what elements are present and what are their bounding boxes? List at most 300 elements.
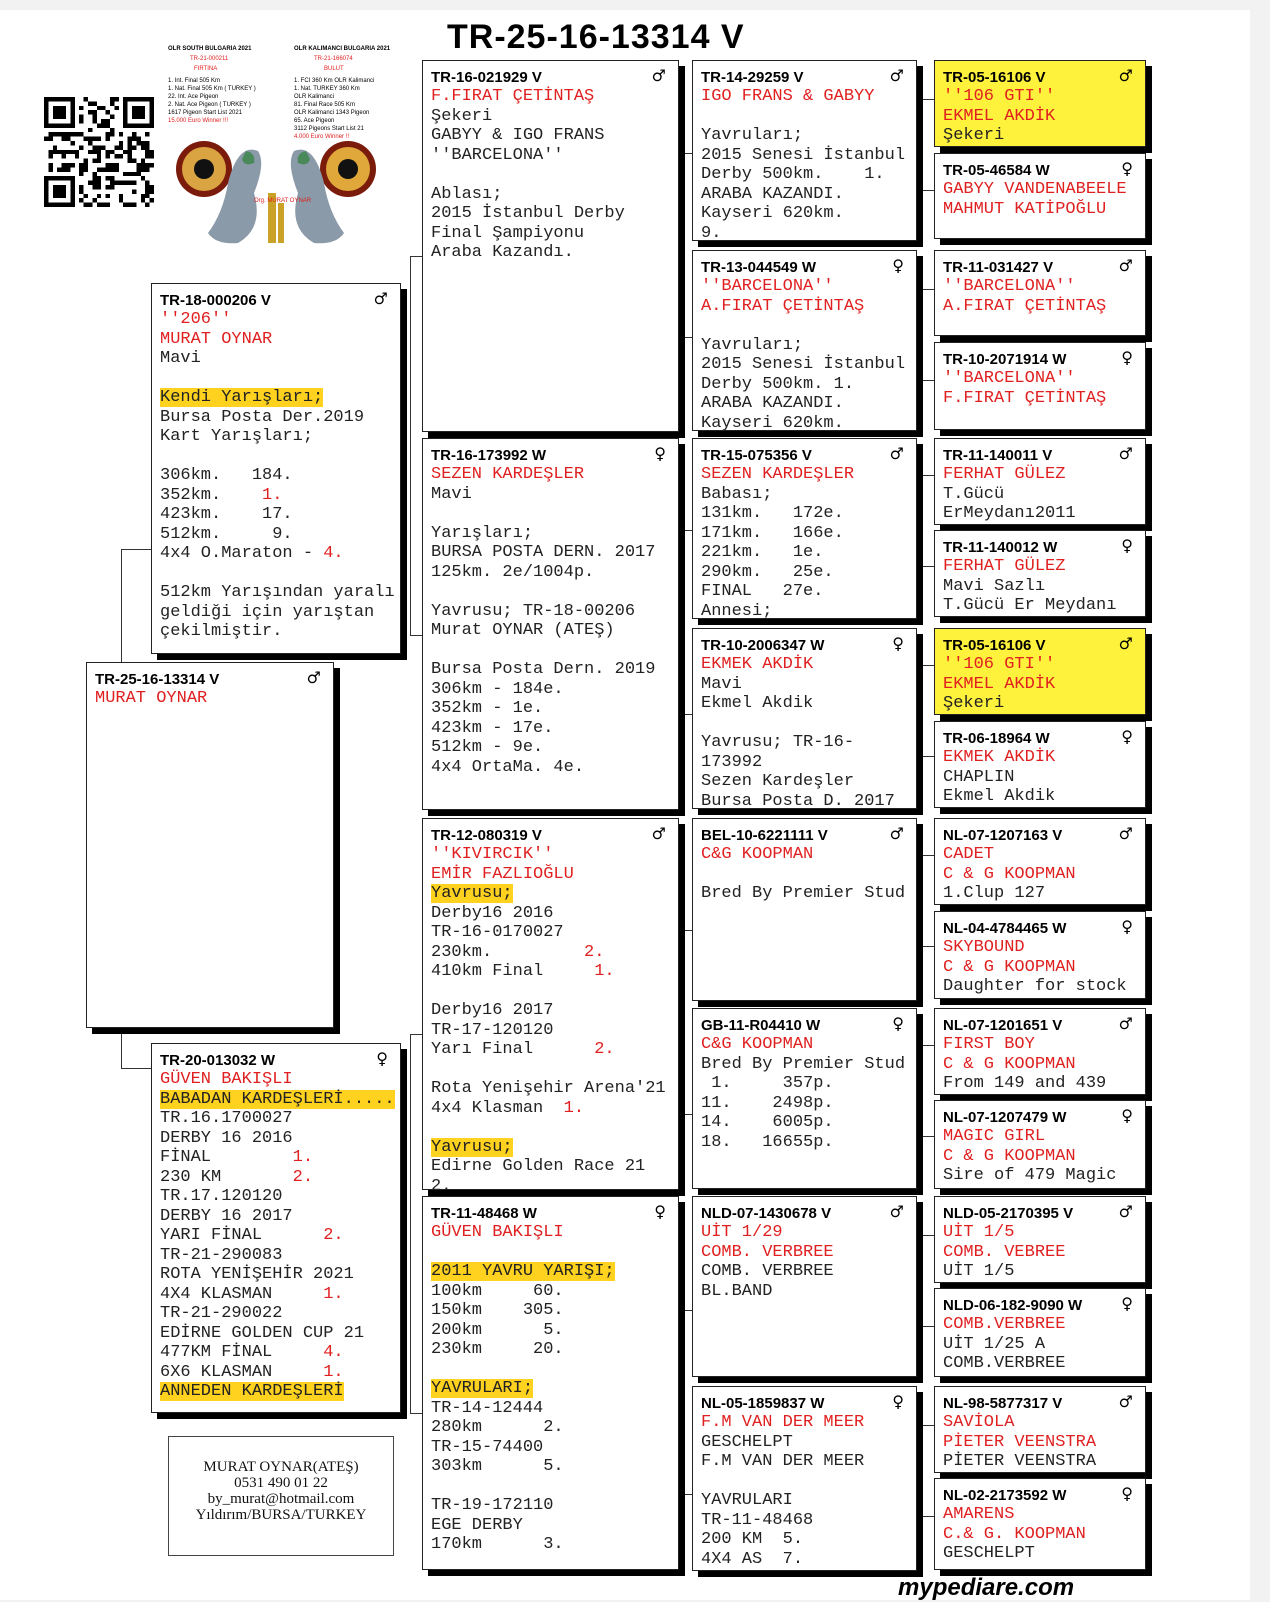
- card-line: Derby16 2017: [431, 1001, 554, 1020]
- card-line: [160, 369, 394, 389]
- placement-value: 2.: [292, 1167, 314, 1187]
- poster-left-line: 2. Nat. Ace Pigeon ( TURKEY ): [168, 102, 251, 108]
- card-details: [95, 689, 327, 709]
- pedigree-card-g4-5[interactable]: [934, 438, 1146, 525]
- card-details: [943, 1223, 1139, 1282]
- sex-icon: ♀: [892, 256, 904, 275]
- card-line: MAGIC GIRL: [943, 1127, 1046, 1146]
- card-line: ''KIVIRCIK'': [431, 845, 554, 864]
- card-details: [160, 310, 394, 642]
- card-line: Ekmel Akdik: [701, 694, 814, 713]
- card-line: Bred By Premier Stud: [701, 1054, 906, 1074]
- card-line: 230 KM 2.: [160, 1167, 314, 1187]
- pedigree-card-g4-6[interactable]: [934, 530, 1146, 617]
- card-details: [943, 1315, 1139, 1374]
- sex-icon: ♂: [889, 66, 904, 85]
- card-details: [943, 277, 1139, 316]
- card-details: [943, 1505, 1139, 1564]
- placement-value: 1.: [563, 1098, 585, 1118]
- card-line: Yavrusu;: [431, 1137, 513, 1157]
- card-line: MAHMUT KATİPOĞLU: [943, 199, 1107, 219]
- card-line: Mavi: [431, 484, 472, 504]
- card-line: Sire of 479 Magic: [943, 1166, 1117, 1185]
- sex-icon: ♂: [651, 66, 666, 85]
- card-line: FERHAT GÜLEZ: [943, 557, 1066, 576]
- card-line: 200 KM 5.: [701, 1530, 804, 1549]
- card-line: PİETER VEENSTRA: [943, 1432, 1097, 1452]
- card-line: Mavi: [701, 674, 742, 694]
- card-line: Mavi: [160, 349, 201, 368]
- card-line: UİT 1/29: [701, 1223, 783, 1242]
- card-line: [701, 714, 910, 734]
- card-line: [160, 447, 394, 467]
- ring-number: GB-11-R04410 W: [701, 1017, 821, 1034]
- card-line: C&G KOOPMAN: [701, 845, 814, 864]
- ring-number: TR-14-29259 V: [701, 69, 804, 86]
- card-line: TR-21-290083: [160, 1245, 283, 1265]
- card-line: Sezen Kardeşler: [701, 772, 855, 791]
- sex-icon: ♀: [654, 444, 666, 463]
- placement-value: 1.: [323, 1284, 344, 1304]
- sex-icon: ♀: [892, 1392, 904, 1411]
- ring-number: TR-20-013032 W: [160, 1052, 276, 1069]
- ring-number: TR-18-000206 V: [160, 292, 271, 309]
- sex-icon: ♀: [1121, 1106, 1133, 1125]
- connector: [410, 256, 422, 636]
- poster-right-line: OLR Kalimanci: [294, 94, 335, 100]
- card-details: [943, 845, 1139, 904]
- sex-icon: ♀: [892, 634, 904, 653]
- card-line: [431, 1118, 672, 1138]
- contact-name: MURAT OYNAR(ATEŞ): [203, 1459, 359, 1475]
- card-line: C & G KOOPMAN: [943, 864, 1076, 884]
- card-line: TR-16-0170027: [431, 923, 564, 942]
- sex-icon: ♂: [1118, 634, 1133, 653]
- card-line: Kendi Yarışları;: [160, 388, 324, 407]
- card-line: SAVİOLA: [943, 1413, 1015, 1432]
- card-line: 221km. 1e.: [701, 543, 824, 562]
- pedigree-card-dam[interactable]: [151, 1043, 401, 1413]
- card-details: [701, 87, 910, 241]
- card-line: Derby 500km. 1.: [701, 374, 855, 394]
- pedigree-card-sire[interactable]: [151, 283, 401, 654]
- pedigree-card-sire-sire[interactable]: [422, 60, 679, 432]
- sex-icon: ♂: [1118, 1014, 1133, 1033]
- card-line: UİT 1/5: [943, 1223, 1015, 1242]
- card-details: [943, 1413, 1139, 1472]
- card-line: EGE DERBY: [431, 1515, 523, 1535]
- card-line: 100km 60.: [431, 1281, 564, 1301]
- card-line: F.M VAN DER MEER: [701, 1452, 865, 1471]
- card-line: 4X4 KLASMAN 1.: [160, 1284, 344, 1304]
- ring-number: NL-07-1207479 W: [943, 1109, 1067, 1126]
- ring-number: TR-05-16106 V: [943, 69, 1046, 86]
- pedigree-card-sdd[interactable]: [692, 628, 917, 809]
- connector: [680, 530, 692, 715]
- ring-number: TR-12-080319 V: [431, 827, 542, 844]
- card-line: 230km 20.: [431, 1340, 564, 1359]
- card-line: Derby 500km. 1.: [701, 165, 885, 184]
- sex-icon: ♂: [889, 444, 904, 463]
- connector: [922, 1045, 934, 1137]
- card-line: 512km Yarışından yaralı: [160, 583, 395, 602]
- card-line: 11. 2498p.: [701, 1093, 834, 1113]
- card-details: [431, 1223, 672, 1555]
- sex-icon: ♂: [1118, 1202, 1133, 1221]
- card-line: YARI FİNAL 2.: [160, 1226, 344, 1245]
- card-line: Kart Yarışları;: [160, 427, 314, 446]
- card-line: TR-15-74400: [431, 1437, 544, 1457]
- pedigree-card-dds[interactable]: [692, 1196, 917, 1377]
- card-line: Rota Yenişehir Arena'21: [431, 1079, 666, 1098]
- pedigree-card-dam-dam[interactable]: [422, 1196, 679, 1570]
- card-line: F.FIRAT ÇETİNTAŞ: [943, 388, 1107, 408]
- card-line: ANNEDEN KARDEŞLERİ: [160, 1382, 344, 1401]
- sex-icon: ♀: [892, 1014, 904, 1033]
- placement-value: 1.: [594, 962, 615, 981]
- pedigree-card-g4-2[interactable]: [934, 153, 1146, 239]
- poster-left-line: 15.000 Euro Winner !!!: [168, 118, 229, 124]
- card-line: EKMEL AKDİK: [943, 106, 1056, 126]
- card-line: COMB.VERBREE: [943, 1354, 1066, 1373]
- sex-icon: ♂: [1118, 824, 1133, 843]
- ring-number: TR-11-48468 W: [431, 1205, 537, 1222]
- card-line: [701, 316, 910, 336]
- connector: [922, 665, 934, 757]
- card-line: TR.17.120120: [160, 1187, 283, 1206]
- card-details: [160, 1070, 394, 1402]
- connector: [680, 153, 692, 338]
- card-line: 306km. 184.: [160, 466, 293, 485]
- card-details: [943, 465, 1139, 524]
- card-line: Yarışları;: [431, 523, 534, 543]
- card-line: SEZEN KARDEŞLER: [701, 465, 855, 484]
- card-line: Yavruları;: [701, 126, 804, 145]
- card-line: A.FIRAT ÇETİNTAŞ: [943, 296, 1107, 316]
- card-line: [701, 107, 910, 127]
- connector: [922, 1425, 934, 1517]
- card-line: 170km 3.: [431, 1535, 564, 1554]
- card-line: ROTA YENİŞEHİR 2021: [160, 1265, 354, 1284]
- pedigree-card-dam-sire[interactable]: [422, 818, 679, 1190]
- card-line: T.Gücü Er Meydanı: [943, 596, 1117, 615]
- sex-icon: ♀: [1121, 536, 1133, 555]
- card-line: 4x4 OrtaMa. 4e.: [431, 757, 585, 777]
- ring-number: TR-05-46584 W: [943, 162, 1050, 179]
- connector: [410, 1034, 422, 1414]
- card-line: 4x4 Klasman 1.: [431, 1098, 585, 1118]
- pedigree-card-g4-13[interactable]: [934, 1196, 1146, 1283]
- sex-icon: ♂: [1118, 66, 1133, 85]
- card-line: Babası;: [701, 484, 773, 504]
- connector: [922, 1235, 934, 1327]
- card-line: 1.Clup 127: [943, 884, 1046, 903]
- card-line: Bursa Posta Dern. 2019: [431, 660, 656, 679]
- card-line: ARABA KAZANDI.: [701, 184, 844, 204]
- card-line: F.M VAN DER MEER: [701, 1413, 865, 1432]
- card-line: GESCHELPT: [943, 1544, 1035, 1563]
- pedigree-card-dsd[interactable]: [692, 1008, 917, 1189]
- sex-icon: ♂: [1118, 444, 1133, 463]
- card-line: PİETER VEENSTRA: [943, 1452, 1097, 1471]
- sex-icon: ♂: [306, 668, 321, 687]
- card-line: 423km - 17e.: [431, 718, 554, 738]
- contact-box: [168, 1436, 394, 1556]
- poster-right-line: 4.000 Euro Winner !!: [294, 134, 350, 140]
- poster-right-line: 3112 Pigeons Start List 21: [294, 126, 364, 132]
- sex-icon: ♀: [654, 1202, 666, 1221]
- sex-icon: ♂: [1118, 1392, 1133, 1411]
- card-line: ARABA KAZANDI.: [701, 394, 844, 413]
- ring-number: NLD-05-2170395 V: [943, 1205, 1074, 1222]
- card-line: EKMEL AKDİK: [943, 674, 1056, 694]
- poster-left-line: 1. Int. Final 505 Km: [168, 78, 221, 84]
- sex-icon: ♀: [1121, 727, 1133, 746]
- placement-value: 1.: [323, 1362, 344, 1382]
- card-line: GABYY VANDENABEELE: [943, 180, 1127, 199]
- sex-icon: ♀: [376, 1049, 388, 1068]
- card-line: Final Şampiyonu: [431, 223, 585, 243]
- card-line: Mavi Sazlı: [943, 576, 1046, 596]
- ring-number: NL-04-4784465 W: [943, 920, 1067, 937]
- card-line: 6X6 KLASMAN 1.: [160, 1362, 344, 1382]
- card-line: 2015 Senesi İstanbul: [701, 145, 906, 165]
- card-line: 125km. 2e/1004p.: [431, 562, 595, 582]
- sex-icon: ♂: [651, 824, 666, 843]
- pedigree-card-g4-8[interactable]: [934, 721, 1146, 808]
- pedigree-card-dss[interactable]: [692, 818, 917, 1001]
- card-line: IGO FRANS & GABYY: [701, 87, 875, 106]
- ring-number: NLD-06-182-9090 W: [943, 1297, 1083, 1314]
- poster-right-line: 1. Nat. TURKEY 360 Km: [294, 86, 360, 92]
- card-line: 171km. 166e.: [701, 523, 844, 543]
- pigeon-poster: [168, 45, 391, 255]
- pedigree-card-g4-1[interactable]: [934, 60, 1146, 147]
- card-line: EKMEK AKDİK: [943, 748, 1056, 767]
- card-line: 477KM FİNAL 4.: [160, 1343, 344, 1362]
- card-line: GÜVEN BAKIŞLI: [431, 1223, 564, 1242]
- card-line: Yavruları;: [701, 335, 804, 355]
- pedigree-card-sire-dam[interactable]: [422, 438, 679, 810]
- pedigree-card-g4-10[interactable]: [934, 911, 1146, 999]
- card-details: [943, 180, 1139, 219]
- card-line: 2015 Senesi İstanbul: [701, 355, 906, 374]
- qr-code: [44, 97, 154, 207]
- card-line: Bred By Premier Stud: [701, 884, 906, 903]
- card-line: 423km. 17.: [160, 505, 293, 524]
- card-line: Şekeri: [943, 694, 1005, 713]
- poster-left-line: 22. Int. Ace Pigeon: [168, 94, 219, 100]
- card-line: ''BARCELONA'': [431, 145, 564, 165]
- card-line: COMB. VEBREE: [943, 1242, 1066, 1262]
- pedigree-card-g4-14[interactable]: [934, 1288, 1146, 1377]
- card-line: AMARENS: [943, 1505, 1015, 1524]
- card-line: From 149 and 439: [943, 1074, 1107, 1093]
- card-line: 18. 16655p.: [701, 1132, 834, 1152]
- card-line: UİT 1/25 A: [943, 1334, 1046, 1354]
- poster-left-title: OLR SOUTH BULGARIA 2021: [168, 46, 252, 52]
- card-line: EKMEK AKDİK: [701, 655, 814, 674]
- card-line: [160, 564, 394, 584]
- poster-left-line: 1. Nat. Final 505 Km ( TURKEY ): [168, 86, 256, 92]
- card-line: Yavrusu; TR-16-: [701, 733, 855, 752]
- card-line: ''BARCELONA'': [943, 369, 1076, 388]
- ring-number: TR-16-021929 V: [431, 69, 542, 86]
- card-line: 2015 İstanbul Derby: [431, 204, 625, 223]
- sex-icon: ♀: [1121, 159, 1133, 178]
- ring-number: TR-11-140011 V: [943, 447, 1053, 464]
- pedigree-card-subject[interactable]: [86, 662, 334, 1028]
- card-line: 150km 305.: [431, 1301, 564, 1320]
- pedigree-card-g4-11[interactable]: [934, 1008, 1146, 1095]
- card-line: Bursa Posta Der.2019: [160, 407, 365, 427]
- card-line: Ablası;: [431, 184, 503, 204]
- card-line: A.FIRAT ÇETİNTAŞ: [701, 296, 865, 316]
- card-line: FERHAT GÜLEZ: [943, 465, 1066, 484]
- contact-phone: 0531 490 01 22: [234, 1475, 328, 1491]
- ring-number: TR-06-18964 W: [943, 730, 1050, 747]
- ring-number: NL-98-5877317 V: [943, 1395, 1063, 1412]
- card-line: EMİR FAZLIOĞLU: [431, 864, 574, 884]
- pedigree-card-g4-9[interactable]: [934, 818, 1146, 905]
- pedigree-card-g4-16[interactable]: [934, 1478, 1146, 1570]
- connector: [922, 855, 934, 947]
- card-line: 512km - 9e.: [431, 738, 544, 757]
- card-details: [943, 1035, 1139, 1094]
- pedigree-card-ddd[interactable]: [692, 1386, 917, 1571]
- card-details: [431, 87, 672, 263]
- card-details: [701, 465, 910, 619]
- sex-icon: ♀: [1121, 1484, 1133, 1503]
- card-line: TR-21-290022: [160, 1304, 283, 1323]
- placement-value: 1.: [292, 1148, 314, 1167]
- card-line: TR-19-172110: [431, 1496, 554, 1515]
- card-line: [431, 582, 672, 602]
- card-line: UİT 1/5: [943, 1262, 1015, 1281]
- placement-value: 2.: [323, 1226, 344, 1245]
- sex-icon: ♀: [1121, 348, 1133, 367]
- card-line: Şekeri: [431, 106, 493, 126]
- card-line: [431, 1477, 672, 1497]
- card-line: ''206'': [160, 310, 232, 329]
- card-details: [431, 465, 672, 777]
- card-line: Şekeri: [943, 126, 1005, 145]
- footer-brand[interactable]: mypediare.com: [898, 1574, 1075, 1601]
- connector: [922, 289, 934, 381]
- card-line: [431, 1243, 672, 1263]
- sex-icon: ♂: [889, 824, 904, 843]
- pedigree-card-ssd[interactable]: [692, 250, 917, 431]
- card-line: [701, 865, 910, 885]
- card-details: [701, 655, 910, 809]
- ring-number: TR-11-140012 W: [943, 539, 1058, 556]
- card-line: 4X4 AS 7.: [701, 1549, 804, 1569]
- card-line: [431, 1360, 672, 1380]
- card-line: [431, 504, 672, 524]
- poster-left-line: 1617 Pigeon Start List 2021: [168, 110, 243, 116]
- card-line: Derby16 2016: [431, 903, 554, 923]
- card-line: DERBY 16 2017: [160, 1206, 293, 1226]
- card-line: MURAT OYNAR: [95, 689, 208, 708]
- poster-left-ring: TR-21-000211: [190, 56, 229, 62]
- card-line: DERBY 16 2016: [160, 1128, 293, 1148]
- poster-right-title: OLR KALIMANCI BULGARIA 2021: [294, 46, 391, 52]
- ring-number: NL-07-1207163 V: [943, 827, 1063, 844]
- ring-number: TR-15-075356 V: [701, 447, 812, 464]
- card-line: T.Gücü: [943, 484, 1005, 504]
- card-line: 200km 5.: [431, 1320, 564, 1340]
- pedigree-card-g4-7[interactable]: [934, 628, 1146, 715]
- placement-value: 4.: [323, 544, 344, 563]
- card-line: Yarı Final 2.: [431, 1040, 615, 1059]
- pedigree-card-g4-3[interactable]: [934, 250, 1146, 336]
- pedigree-card-g4-15[interactable]: [934, 1386, 1146, 1473]
- card-details: [431, 845, 672, 1190]
- card-line: ''106 GTI'': [943, 87, 1056, 106]
- ring-number: NL-07-1201651 V: [943, 1017, 1063, 1034]
- pedigree-card-g4-4[interactable]: [934, 342, 1146, 430]
- card-line: 290km. 25e.: [701, 562, 834, 582]
- card-line: geldiği için yarıştan: [160, 602, 375, 622]
- card-line: BABADAN KARDEŞLERİ.....: [160, 1089, 395, 1109]
- pedigree-card-sss[interactable]: [692, 60, 917, 241]
- card-line: C.& G. KOOPMAN: [943, 1524, 1086, 1544]
- card-line: 2011 YAVRU YARIŞI;: [431, 1262, 615, 1281]
- poster-right-line: 81. Final Race 505 Km: [294, 102, 356, 108]
- card-line: 410km Final 1.: [431, 962, 615, 981]
- card-details: [943, 938, 1139, 997]
- card-line: Yavrusu; TR-18-00206: [431, 601, 636, 621]
- card-line: [431, 641, 672, 661]
- poster-right-lines: [294, 77, 374, 141]
- card-line: 352km - 1e.: [431, 699, 544, 718]
- pedigree-card-sds[interactable]: [692, 438, 917, 619]
- card-line: 352km. 1.: [160, 485, 283, 505]
- card-details: [701, 277, 910, 431]
- poster-right-ring: TR-21-166074: [314, 56, 353, 62]
- card-line: TR.16.1700027: [160, 1109, 293, 1128]
- poster-right-name: BULUT: [324, 66, 344, 72]
- card-line: ''BARCELONA'': [943, 277, 1076, 296]
- pedigree-card-g4-12[interactable]: [934, 1100, 1146, 1189]
- card-line: BURSA POSTA DERN. 2017: [431, 543, 656, 562]
- card-line: COMB. VERBREE: [701, 1242, 834, 1262]
- sex-icon: ♂: [889, 1202, 904, 1221]
- card-line: 280km 2.: [431, 1418, 564, 1437]
- poster-left-name: FIRTINA: [194, 66, 218, 72]
- poster-right-line: 1. FCI 360 Km OLR Kalimanci: [294, 78, 375, 84]
- poster-right-line: OLR Kalimanci 1343 Pigeon: [294, 110, 370, 116]
- card-line: SEZEN KARDEŞLER: [431, 465, 585, 484]
- card-details: [943, 748, 1139, 807]
- card-details: [943, 87, 1139, 146]
- ring-number: NLD-07-1430678 V: [701, 1205, 832, 1222]
- card-line: C & G KOOPMAN: [943, 957, 1076, 977]
- card-line: Bursa Posta D. 2017: [701, 791, 895, 809]
- pigeon-pair-image: [168, 133, 384, 255]
- card-line: 512km. 9.: [160, 524, 293, 544]
- card-line: FİNAL 1.: [160, 1148, 314, 1167]
- card-line: GESCHELPT: [701, 1432, 793, 1452]
- card-details: [943, 369, 1139, 408]
- contact-email[interactable]: by_murat@hotmail.com: [207, 1491, 355, 1507]
- contact-location: Yıldırım/BURSA/TURKEY: [195, 1507, 367, 1523]
- card-line: Murat OYNAR (ATEŞ): [431, 621, 615, 640]
- card-line: YAVRULARI;: [431, 1379, 534, 1398]
- card-line: Araba Kazandı.: [431, 243, 574, 262]
- card-line: 230km. 2.: [431, 942, 605, 962]
- poster-right-line: 65. Ace Pigeon: [294, 118, 335, 124]
